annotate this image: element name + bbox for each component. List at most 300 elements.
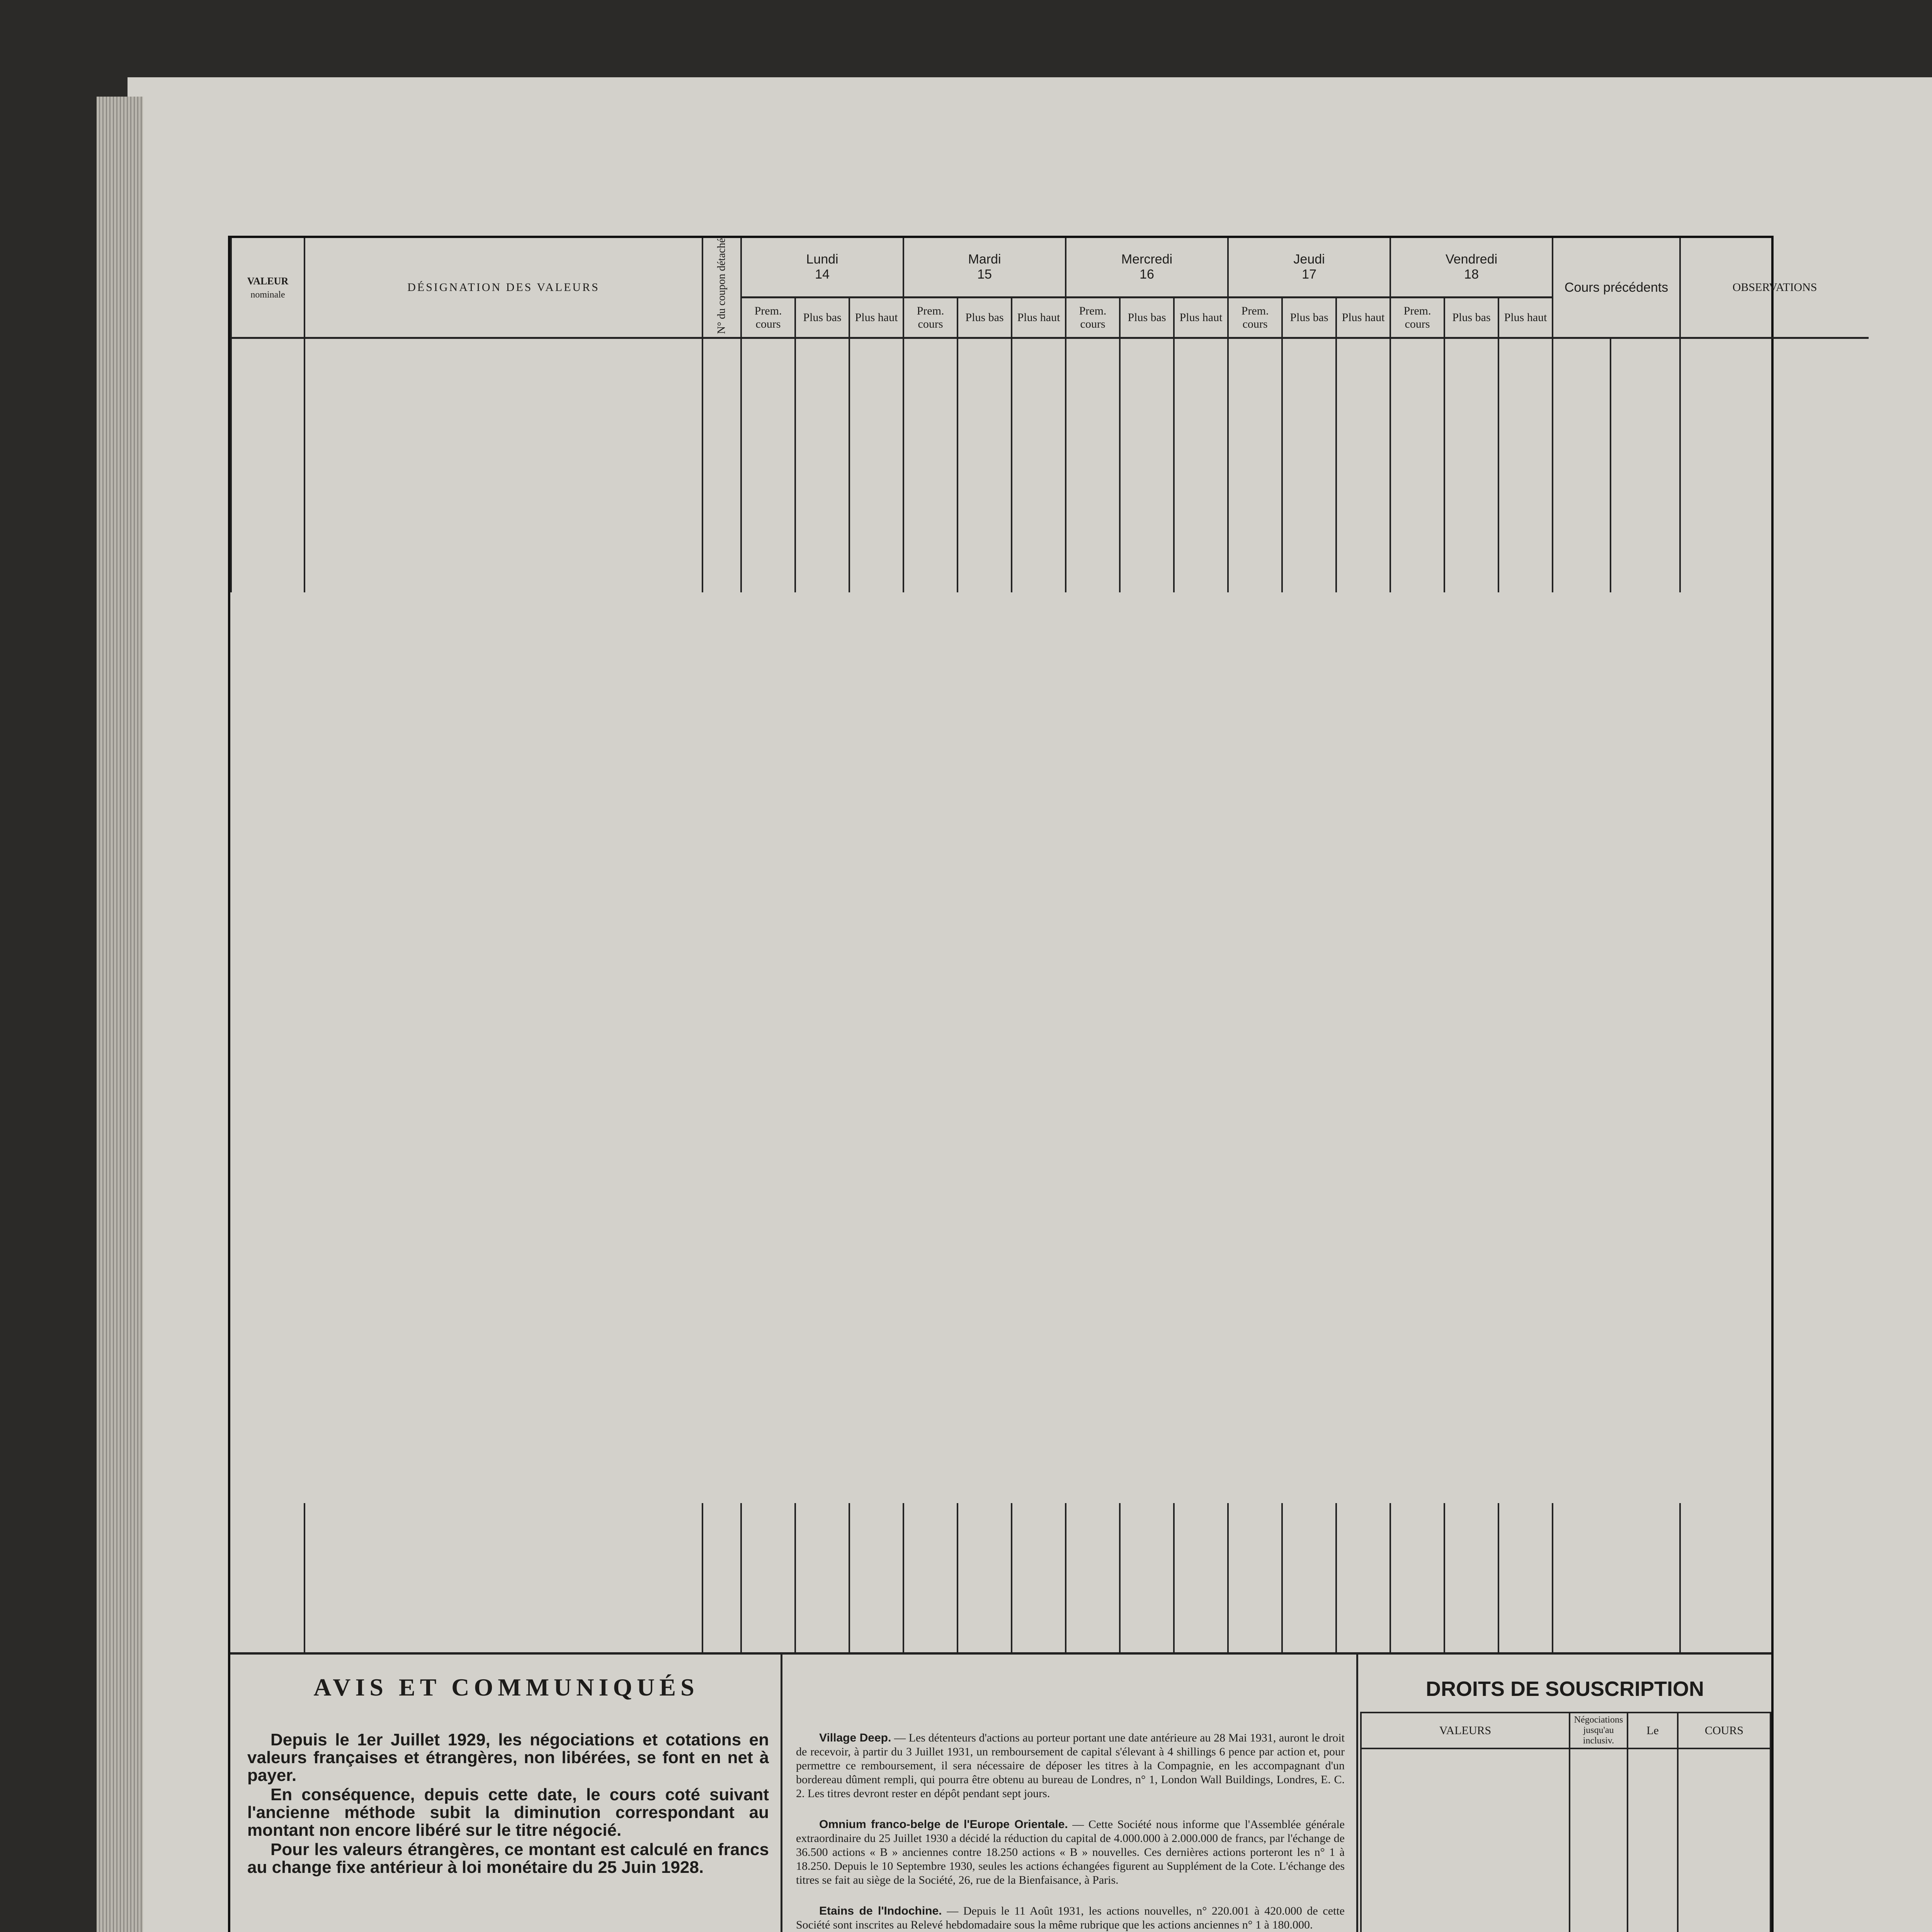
spacer-cell: [1012, 402, 1066, 434]
spacer-cell: [1282, 497, 1336, 529]
spacer-cell: [1336, 529, 1390, 561]
spacer-cell: [1282, 338, 1336, 371]
spacer-cell: [741, 466, 795, 497]
spacer-cell: [1336, 434, 1390, 466]
spacer-cell: [849, 434, 903, 466]
empty-cell: [1570, 1868, 1628, 1885]
spacer-cell: [1444, 402, 1498, 434]
spacer-cell: [1120, 529, 1174, 561]
empty-cell: [1678, 1766, 1770, 1783]
spacer-cell: [1228, 434, 1282, 466]
plus-bas-header: Plus bas: [1282, 297, 1336, 338]
empty-row: [1361, 1800, 1770, 1817]
empty-cell: [1361, 1800, 1570, 1817]
empty-cell: [1361, 1783, 1570, 1800]
spacer-cell: [741, 338, 795, 371]
empty-row: [1361, 1766, 1770, 1783]
spacer-cell: [957, 371, 1012, 402]
spacer-cell: [1553, 529, 1611, 561]
spacer-cell: [702, 371, 741, 402]
spacer-cell: [702, 434, 741, 466]
empty-cell: [1570, 1885, 1628, 1902]
droits-title: DROITS DE SOUSCRIPTION: [1425, 1677, 1704, 1701]
spacer-cell: [1012, 371, 1066, 402]
empty-cell: [1628, 1902, 1678, 1919]
spacer-cell: [1498, 338, 1553, 371]
intro-paragraph: Depuis le 1er Juillet 1929, les négociations et cotations en valeurs françaises et étrangères, non libérées, se font en net à payer.: [247, 1730, 769, 1785]
spacer-cell: [849, 402, 903, 434]
spacer-cell: [1228, 466, 1282, 497]
spacer-cell: [1174, 338, 1228, 371]
spacer-cell: [957, 338, 1012, 371]
prem-cours-header: Prem. cours: [903, 297, 957, 338]
empty-cell: [1678, 1902, 1770, 1919]
spacer-cell: [1680, 371, 1869, 402]
empty-cell: [1361, 1748, 1570, 1766]
tail-rule: [903, 1503, 904, 1652]
col-observations: OBSERVATIONS: [1680, 238, 1869, 338]
spacer-cell: [1282, 402, 1336, 434]
empty-row: [1361, 1783, 1770, 1800]
spacer-cell: [903, 497, 957, 529]
row-spacer: [231, 466, 1869, 497]
spacer-cell: [1553, 338, 1611, 371]
spacer-cell: [1498, 434, 1553, 466]
tail-rule: [1498, 1503, 1499, 1652]
tail-rule: [1679, 1503, 1681, 1652]
spacer-cell: [795, 338, 849, 371]
plus-bas-header: Plus bas: [795, 297, 849, 338]
spacer-cell: [1553, 402, 1611, 434]
spacer-cell: [1553, 371, 1611, 402]
spacer-cell: [1553, 466, 1611, 497]
spacer-cell: [1066, 338, 1120, 371]
empty-cell: [1361, 1885, 1570, 1902]
avis-title: AVIS ET COMMUNIQUÉS: [313, 1673, 699, 1701]
droits-col-le: Le: [1628, 1713, 1678, 1748]
empty-cell: [1570, 1902, 1628, 1919]
tail-rule: [1552, 1503, 1553, 1652]
spacer-cell: [1282, 434, 1336, 466]
row-spacer: [231, 497, 1869, 529]
spacer-cell: [1066, 466, 1120, 497]
spacer-cell: [1611, 561, 1680, 592]
tail-rule: [849, 1503, 850, 1652]
empty-cell: [1678, 1868, 1770, 1885]
spacer-cell: [1012, 561, 1066, 592]
spacer-cell: [1611, 371, 1680, 402]
spacer-cell: [903, 402, 957, 434]
spacer-cell: [1680, 497, 1869, 529]
spacer-cell: [1228, 402, 1282, 434]
spacer-cell: [1390, 561, 1444, 592]
spacer-cell: [1012, 434, 1066, 466]
day-header-2: Mercredi 16: [1066, 238, 1228, 297]
spacer-cell: [1553, 497, 1611, 529]
empty-cell: [1628, 1834, 1678, 1851]
spacer-cell: [795, 434, 849, 466]
spacer-cell: [1680, 338, 1869, 371]
spacer-cell: [702, 529, 741, 561]
avis-intro: [247, 1731, 769, 1878]
spacer-cell: [903, 338, 957, 371]
spacer-cell: [702, 402, 741, 434]
spacer-cell: [1066, 529, 1120, 561]
spacer-cell: [1444, 371, 1498, 402]
empty-cell: [1628, 1766, 1678, 1783]
spacer-cell: [849, 497, 903, 529]
spacer-cell: [795, 402, 849, 434]
empty-cell: [1361, 1902, 1570, 1919]
communique-paragraph: [796, 1818, 1345, 1887]
empty-row: [1361, 1919, 1770, 1932]
spacer-cell: [849, 338, 903, 371]
spacer-cell: [1336, 497, 1390, 529]
spacer-cell: [1498, 529, 1553, 561]
spacer-cell: [1611, 497, 1680, 529]
spacer-cell: [304, 371, 702, 402]
spacer-cell: [231, 371, 304, 402]
empty-cell: [1361, 1919, 1570, 1932]
spacer-cell: [1680, 466, 1869, 497]
spacer-cell: [1611, 338, 1680, 371]
spacer-cell: [903, 529, 957, 561]
spacer-cell: [304, 402, 702, 434]
col-designation: DÉSIGNATION DES VALEURS: [304, 238, 702, 338]
spacer-cell: [849, 561, 903, 592]
row-spacer: [231, 561, 1869, 592]
spacer-cell: [741, 561, 795, 592]
spacer-cell: [231, 497, 304, 529]
spacer-cell: [741, 434, 795, 466]
spacer-cell: [304, 466, 702, 497]
communique-title: Village Deep.: [819, 1731, 891, 1744]
empty-cell: [1678, 1783, 1770, 1800]
spacer-cell: [795, 497, 849, 529]
spacer-cell: [1680, 402, 1869, 434]
empty-cell: [1570, 1919, 1628, 1932]
spacer-cell: [1390, 529, 1444, 561]
spacer-cell: [849, 466, 903, 497]
spacer-cell: [304, 561, 702, 592]
spacer-cell: [1553, 561, 1611, 592]
spacer-cell: [1498, 497, 1553, 529]
spacer-cell: [231, 561, 304, 592]
spacer-cell: [304, 529, 702, 561]
spacer-cell: [957, 529, 1012, 561]
spacer-cell: [1498, 466, 1553, 497]
spacer-cell: [702, 561, 741, 592]
communique-paragraph: [796, 1904, 1345, 1932]
communique-body: — Depuis le 11 Août 1931, les actions nouvelles, n° 220.001 à 420.000 de cette Société sont inscrites au Relevé hebdomadaire sous la même rubrique que les actions anciennes n° 1 à 180.000.: [796, 1905, 1345, 1931]
empty-cell: [1570, 1834, 1628, 1851]
plus-haut-header: Plus haut: [1336, 297, 1390, 338]
spacer-cell: [1390, 466, 1444, 497]
empty-cell: [1361, 1851, 1570, 1868]
row-spacer: [231, 529, 1869, 561]
spacer-cell: [1390, 338, 1444, 371]
droits-col-valeurs: VALEURS: [1361, 1713, 1570, 1748]
column-divider-right: [1356, 1652, 1358, 1932]
spacer-cell: [1120, 434, 1174, 466]
empty-row: [1361, 1902, 1770, 1919]
spacer-cell: [849, 371, 903, 402]
spacer-cell: [1228, 497, 1282, 529]
communique-body: — Les détenteurs d'actions au porteur portant une date antérieure au 28 Mai 1931, auront le droit de recevoir, à partir du 3 Juillet 1931, un remboursement de capital s'élevant à 4 shillings 6 pence par action et, pour permettre ce remboursement, il sera nécessaire de déposer les titres à la Compagnie, en les accompagnant d'un bordereau dûment rempli, qui pourra être obtenu au bureau de Londres, n° 1, London Wall Buildings, Londres, E. C. 2. Les titres devront rester en dépôt pendant sept jours.: [796, 1731, 1345, 1800]
day-header-0: Lundi 14: [741, 238, 903, 297]
empty-cell: [1678, 1800, 1770, 1817]
spacer-cell: [1012, 338, 1066, 371]
day-header-4: Vendredi 18: [1390, 238, 1553, 297]
spacer-cell: [1012, 466, 1066, 497]
spacer-cell: [1120, 371, 1174, 402]
spacer-cell: [1282, 371, 1336, 402]
empty-row: [1361, 1748, 1770, 1766]
spacer-cell: [1336, 338, 1390, 371]
spacer-cell: [957, 466, 1012, 497]
spacer-cell: [1228, 529, 1282, 561]
spacer-cell: [231, 402, 304, 434]
tail-rule: [1119, 1503, 1121, 1652]
empty-cell: [1570, 1783, 1628, 1800]
communique-paragraph: [796, 1731, 1345, 1801]
empty-cell: [1570, 1800, 1628, 1817]
spacer-cell: [1120, 466, 1174, 497]
spacer-cell: [1336, 402, 1390, 434]
empty-cell: [1628, 1919, 1678, 1932]
spacer-cell: [1228, 371, 1282, 402]
tail-rule: [1065, 1503, 1066, 1652]
empty-row: [1361, 1868, 1770, 1885]
empty-cell: [1628, 1851, 1678, 1868]
droits-table: [1360, 1712, 1771, 1932]
empty-cell: [1628, 1885, 1678, 1902]
empty-cell: [1678, 1834, 1770, 1851]
spacer-cell: [1066, 402, 1120, 434]
spacer-cell: [1444, 338, 1498, 371]
empty-cell: [1678, 1885, 1770, 1902]
spacer-cell: [1336, 466, 1390, 497]
spacer-cell: [1336, 561, 1390, 592]
spacer-cell: [231, 338, 304, 371]
spacer-cell: [1498, 561, 1553, 592]
spacer-cell: [1390, 402, 1444, 434]
spacer-cell: [1680, 529, 1869, 561]
spacer-cell: [1336, 371, 1390, 402]
tail-rule: [304, 1503, 305, 1652]
col-cours-precedents: Cours précédents: [1553, 238, 1680, 338]
spacer-cell: [795, 466, 849, 497]
empty-cell: [1361, 1766, 1570, 1783]
plus-haut-header: Plus haut: [1174, 297, 1228, 338]
spacer-cell: [1120, 561, 1174, 592]
col-coupon: N° du coupon détaché: [702, 238, 741, 338]
spacer-cell: [1120, 338, 1174, 371]
spacer-cell: [1444, 497, 1498, 529]
spacer-cell: [231, 529, 304, 561]
plus-bas-header: Plus bas: [957, 297, 1012, 338]
page-edges: [97, 97, 143, 1932]
empty-cell: [1361, 1868, 1570, 1885]
empty-cell: [1361, 1834, 1570, 1851]
tail-rule: [1281, 1503, 1283, 1652]
empty-row: [1361, 1885, 1770, 1902]
empty-cell: [1628, 1783, 1678, 1800]
spacer-cell: [741, 371, 795, 402]
plus-haut-header: Plus haut: [849, 297, 903, 338]
table-tail-rules: [230, 1503, 1771, 1652]
row-spacer: [231, 402, 1869, 434]
empty-cell: [1628, 1800, 1678, 1817]
spacer-cell: [1498, 402, 1553, 434]
spacer-cell: [304, 497, 702, 529]
row-spacer: [231, 371, 1869, 402]
tail-rule: [1389, 1503, 1391, 1652]
day-header-1: Mardi 15: [903, 238, 1066, 297]
empty-cell: [1570, 1817, 1628, 1834]
empty-cell: [1628, 1748, 1678, 1766]
column-divider-left: [781, 1652, 782, 1932]
empty-cell: [1678, 1851, 1770, 1868]
empty-cell: [1678, 1748, 1770, 1766]
spacer-cell: [1174, 402, 1228, 434]
tail-rule: [1335, 1503, 1337, 1652]
spacer-cell: [702, 497, 741, 529]
spacer-cell: [1390, 371, 1444, 402]
spacer-cell: [1228, 561, 1282, 592]
empty-cell: [1678, 1919, 1770, 1932]
communique-title: Etains de l'Indochine.: [819, 1905, 942, 1917]
empty-row: [1361, 1834, 1770, 1851]
spacer-cell: [1174, 561, 1228, 592]
spacer-cell: [795, 529, 849, 561]
spacer-cell: [1680, 561, 1869, 592]
spacer-cell: [1611, 402, 1680, 434]
section-divider: [230, 1652, 1771, 1655]
spacer-cell: [1390, 434, 1444, 466]
empty-cell: [1570, 1748, 1628, 1766]
spacer-cell: [1611, 434, 1680, 466]
plus-bas-header: Plus bas: [1444, 297, 1498, 338]
plus-haut-header: Plus haut: [1498, 297, 1553, 338]
spacer-cell: [1174, 434, 1228, 466]
tail-rule: [1011, 1503, 1012, 1652]
tail-rule: [740, 1503, 742, 1652]
spacer-cell: [1680, 434, 1869, 466]
spacer-cell: [849, 529, 903, 561]
spacer-cell: [795, 561, 849, 592]
spacer-cell: [957, 561, 1012, 592]
avis-right-column: [796, 1731, 1345, 1932]
spacer-cell: [741, 402, 795, 434]
spacer-cell: [1228, 338, 1282, 371]
droits-col-cours: COURS: [1678, 1713, 1770, 1748]
spacer-cell: [1390, 497, 1444, 529]
prem-cours-header: Prem. cours: [1066, 297, 1120, 338]
spacer-cell: [702, 338, 741, 371]
spacer-cell: [1174, 466, 1228, 497]
spacer-cell: [1066, 561, 1120, 592]
spacer-cell: [903, 371, 957, 402]
spacer-cell: [903, 434, 957, 466]
spacer-cell: [1444, 466, 1498, 497]
plus-haut-header: Plus haut: [1012, 297, 1066, 338]
empty-cell: [1628, 1868, 1678, 1885]
spacer-cell: [231, 466, 304, 497]
spacer-cell: [1553, 434, 1611, 466]
spacer-cell: [1498, 371, 1553, 402]
row-spacer: [231, 434, 1869, 466]
empty-row: [1361, 1817, 1770, 1834]
spacer-cell: [304, 434, 702, 466]
empty-cell: [1570, 1766, 1628, 1783]
tail-rule: [1227, 1503, 1229, 1652]
prem-cours-header: Prem. cours: [741, 297, 795, 338]
spacer-cell: [1174, 529, 1228, 561]
spacer-cell: [1174, 371, 1228, 402]
communique-title: Omnium franco-belge de l'Europe Orientale.: [819, 1818, 1068, 1831]
plus-bas-header: Plus bas: [1120, 297, 1174, 338]
spacer-cell: [741, 497, 795, 529]
intro-paragraph: Pour les valeurs étrangères, ce montant est calculé en francs au change fixe antérieur à loi monétaire du 25 Juin 1928.: [247, 1840, 769, 1877]
day-header-3: Jeudi 17: [1228, 238, 1390, 297]
spacer-cell: [1444, 561, 1498, 592]
spacer-cell: [702, 466, 741, 497]
spacer-cell: [957, 402, 1012, 434]
spacer-cell: [1444, 434, 1498, 466]
empty-cell: [1570, 1851, 1628, 1868]
col-valeur: VALEUR nominale: [231, 238, 304, 338]
spacer-cell: [1282, 561, 1336, 592]
spacer-cell: [741, 529, 795, 561]
spacer-cell: [1282, 466, 1336, 497]
tail-rule: [794, 1503, 796, 1652]
intro-paragraph: En conséquence, depuis cette date, le cours coté suivant l'ancienne méthode subit la diminution correspondant au montant non encore libéré sur le titre négocié.: [247, 1785, 769, 1840]
tail-rule: [957, 1503, 958, 1652]
tail-rule: [702, 1503, 703, 1652]
spacer-cell: [903, 561, 957, 592]
prem-cours-header: Prem. cours: [1228, 297, 1282, 338]
prem-cours-header: Prem. cours: [1390, 297, 1444, 338]
spacer-cell: [903, 466, 957, 497]
spacer-cell: [1282, 529, 1336, 561]
empty-cell: [1628, 1817, 1678, 1834]
spacer-cell: [231, 434, 304, 466]
spacer-cell: [1611, 529, 1680, 561]
spacer-cell: [1012, 529, 1066, 561]
spacer-cell: [957, 434, 1012, 466]
spacer-cell: [1012, 497, 1066, 529]
spacer-cell: [1066, 497, 1120, 529]
tail-rule: [1173, 1503, 1175, 1652]
communique-body: — Cette Société nous informe que l'Assemblée générale extraordinaire du 25 Juillet 1930 a décidé la réduction du capital de 4.000.000 à 2.000.000 de francs, par l'échange de 36.500 actions « B » anciennes contre 18.250 actions « B » nouvelles. Ces dernières actions porteront les n° 1 à 18.250. Depuis le 10 Septembre 1930, seules les actions échangées figurent au Supplément de la Cote. L'échange des titres se fait au siège de la Société, 26, rue de la Bienfaisance, à Paris.: [796, 1818, 1345, 1886]
spacer-cell: [957, 497, 1012, 529]
empty-row: [1361, 1851, 1770, 1868]
spacer-cell: [1066, 371, 1120, 402]
quotes-table: [230, 238, 1869, 592]
empty-cell: [1678, 1817, 1770, 1834]
droits-col-negociations: Négociations jusqu'au inclusiv.: [1570, 1713, 1628, 1748]
spacer-cell: [304, 338, 702, 371]
spacer-cell: [1611, 466, 1680, 497]
row-spacer: [231, 338, 1869, 371]
empty-cell: [1361, 1817, 1570, 1834]
spacer-cell: [1444, 529, 1498, 561]
spacer-cell: [1120, 402, 1174, 434]
spacer-cell: [1174, 497, 1228, 529]
spacer-cell: [1066, 434, 1120, 466]
spacer-cell: [1120, 497, 1174, 529]
